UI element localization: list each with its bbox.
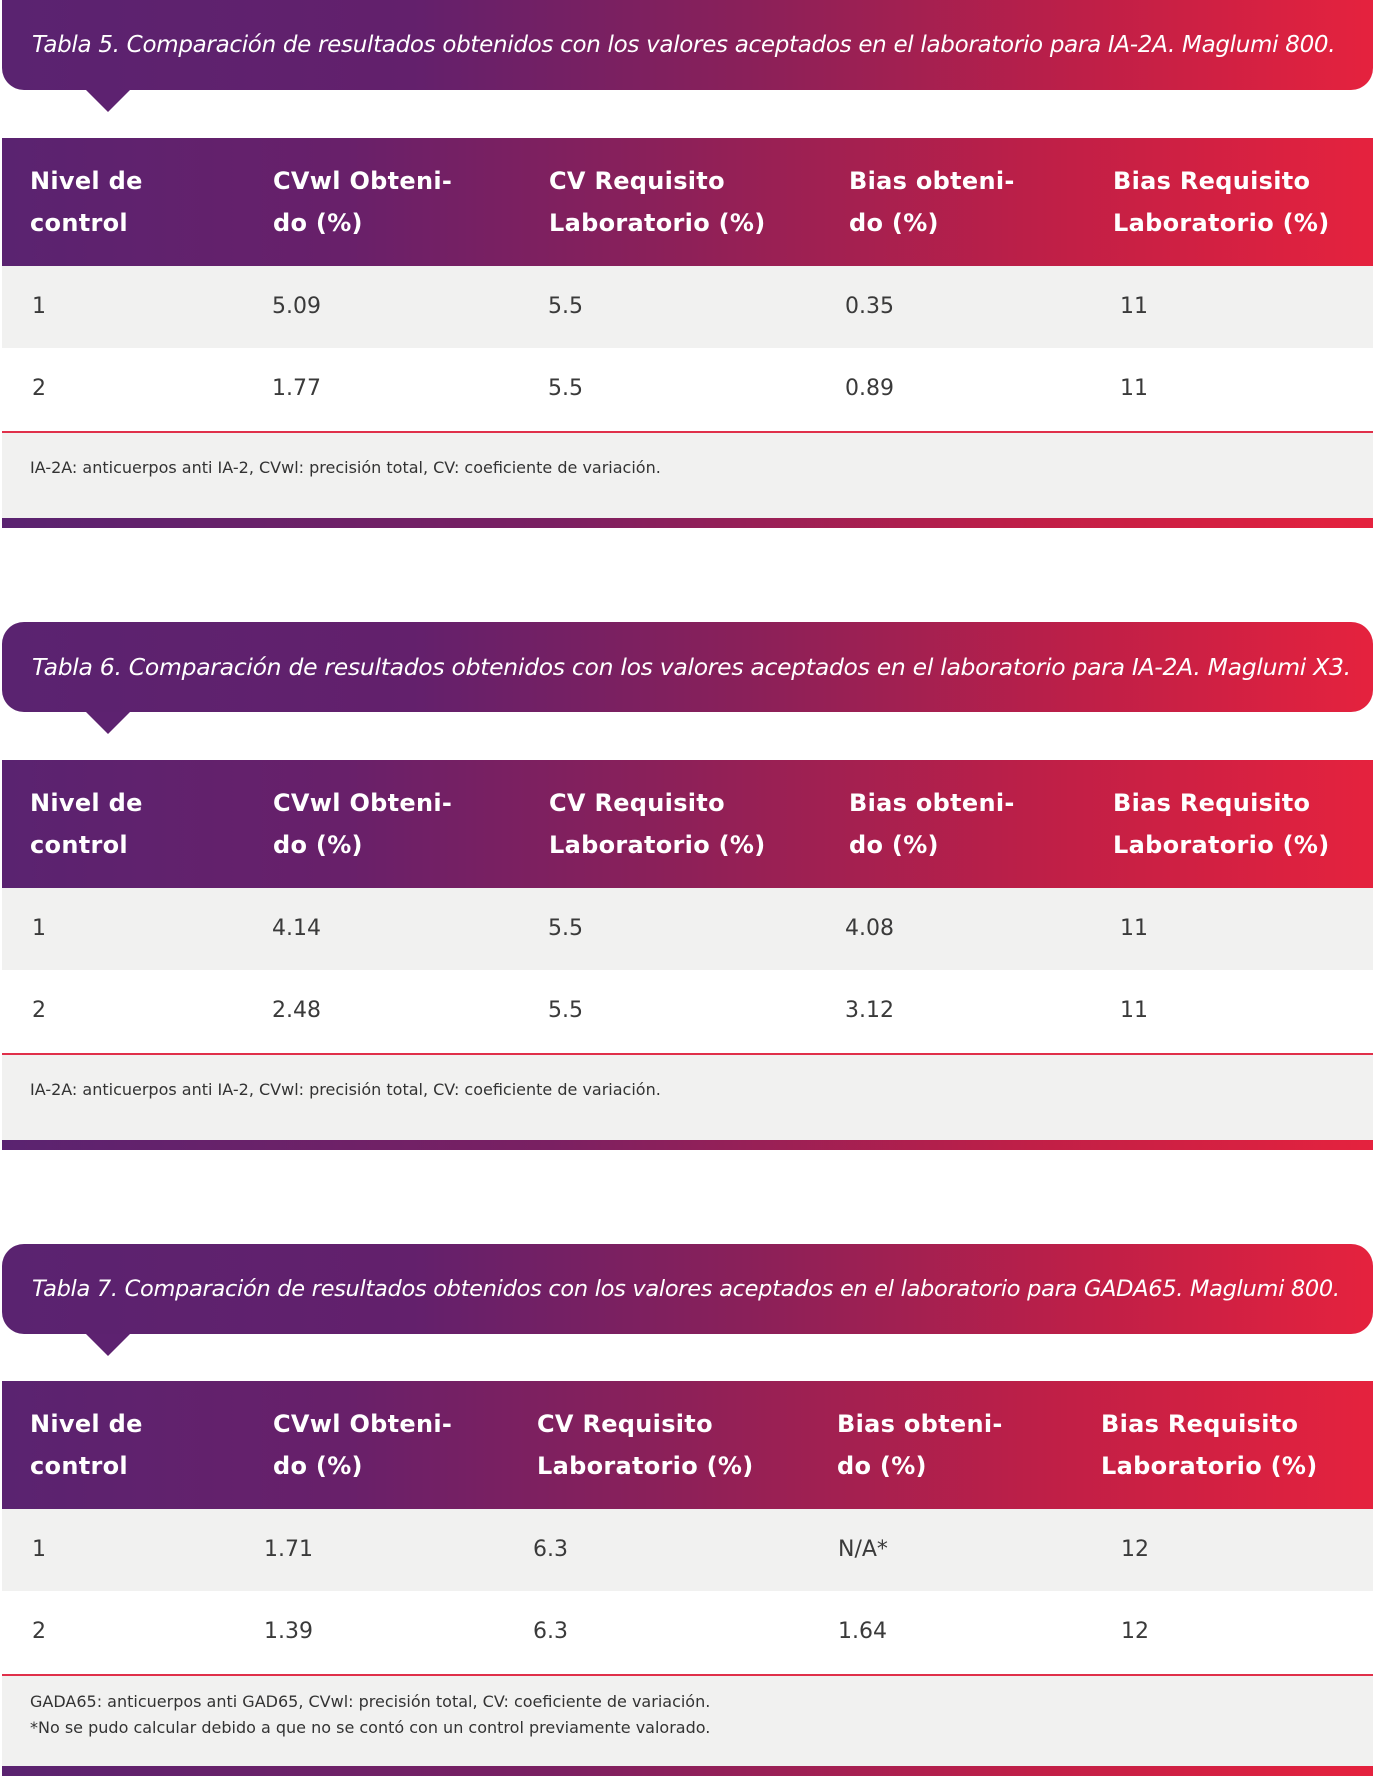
caption-pointer (86, 712, 130, 734)
table-6-caption (2, 622, 1373, 712)
header-bias-req: Bias Requisito Laboratorio (%) (1113, 167, 1330, 237)
cell: 1 (32, 294, 46, 319)
caption-pointer (86, 90, 130, 112)
bottom-bar (2, 1766, 1373, 1776)
cell: 12 (1121, 1537, 1149, 1562)
cell: 5.5 (548, 998, 583, 1023)
bottom-bar (2, 1140, 1373, 1150)
header-bias-req: Bias Requisito Laboratorio (%) (1101, 1410, 1318, 1480)
table-row (2, 266, 1373, 348)
cell: 2 (32, 376, 46, 401)
cell: 11 (1120, 998, 1148, 1023)
header-cvwl: CVwl Obteni- do (%) (273, 1410, 453, 1480)
cell: 1.71 (264, 1537, 313, 1562)
table-7-note (2, 1676, 1373, 1766)
cell: 0.89 (845, 376, 894, 401)
table-7-caption (2, 1244, 1373, 1334)
header-cvwl: CVwl Obteni- do (%) (273, 167, 453, 237)
cell: 5.5 (548, 916, 583, 941)
header-nivel: Nivel de control (30, 789, 143, 859)
cell: 11 (1120, 294, 1148, 319)
cell: 1 (32, 916, 46, 941)
cell: 11 (1120, 916, 1148, 941)
table-6-header (2, 760, 1373, 888)
cell: 2 (32, 1619, 46, 1644)
cell: 6.3 (533, 1619, 568, 1644)
cell: 4.08 (845, 916, 894, 941)
cell: 3.12 (845, 998, 894, 1023)
header-bias: Bias obteni- do (%) (837, 1410, 1003, 1480)
header-bias: Bias obteni- do (%) (849, 789, 1015, 859)
cell: 6.3 (533, 1537, 568, 1562)
cell: 4.14 (272, 916, 321, 941)
table-row (2, 888, 1373, 970)
cell: 11 (1120, 376, 1148, 401)
table-5-note (2, 433, 1373, 518)
header-cv-req: CV Requisito Laboratorio (%) (537, 1410, 754, 1480)
table-row (2, 1591, 1373, 1673)
cell: N/A* (838, 1537, 888, 1562)
cell: 2.48 (272, 998, 321, 1023)
footnote-text: *No se pudo calcular debido a que no se contó con un control previamente valorado. (30, 1718, 711, 1737)
header-cv-req: CV Requisito Laboratorio (%) (549, 789, 766, 859)
table-row (2, 348, 1373, 430)
cell: 0.35 (845, 294, 894, 319)
table-5-caption-text: Tabla 5. Comparación de resultados obtenidos con los valores aceptados en el laboratorio para IA-2A. Maglumi 800. (32, 32, 1336, 58)
cell: 5.5 (548, 376, 583, 401)
cell: 1 (32, 1537, 46, 1562)
header-bias: Bias obteni- do (%) (849, 167, 1015, 237)
note-text: GADA65: anticuerpos anti GAD65, CVwl: precisión total, CV: coeficiente de variación. (30, 1692, 711, 1711)
table-6-note (2, 1055, 1373, 1140)
header-nivel: Nivel de control (30, 1410, 143, 1480)
header-nivel: Nivel de control (30, 167, 143, 237)
cell: 2 (32, 998, 46, 1023)
cell: 5.5 (548, 294, 583, 319)
cell: 1.39 (264, 1619, 313, 1644)
cell: 5.09 (272, 294, 321, 319)
table-row (2, 1509, 1373, 1591)
note-text: IA-2A: anticuerpos anti IA-2, CVwl: precisión total, CV: coeficiente de variación. (30, 1080, 661, 1099)
bottom-bar (2, 518, 1373, 528)
table-7-header (2, 1381, 1373, 1509)
cell: 12 (1121, 1619, 1149, 1644)
header-cvwl: CVwl Obteni- do (%) (273, 789, 453, 859)
note-text: IA-2A: anticuerpos anti IA-2, CVwl: precisión total, CV: coeficiente de variación. (30, 458, 661, 477)
header-cv-req: CV Requisito Laboratorio (%) (549, 167, 766, 237)
table-5-header (2, 138, 1373, 266)
table-7-caption-text: Tabla 7. Comparación de resultados obtenidos con los valores aceptados en el laboratorio para GADA65. Maglumi 800. (32, 1276, 1340, 1302)
table-row (2, 970, 1373, 1052)
table-5-caption (2, 0, 1373, 90)
table-6-caption-text: Tabla 6. Comparación de resultados obtenidos con los valores aceptados en el laboratorio para IA-2A. Maglumi X3. (32, 653, 1351, 681)
cell: 1.64 (838, 1619, 887, 1644)
cell: 1.77 (272, 376, 321, 401)
caption-pointer (86, 1334, 130, 1356)
header-bias-req: Bias Requisito Laboratorio (%) (1113, 789, 1330, 859)
